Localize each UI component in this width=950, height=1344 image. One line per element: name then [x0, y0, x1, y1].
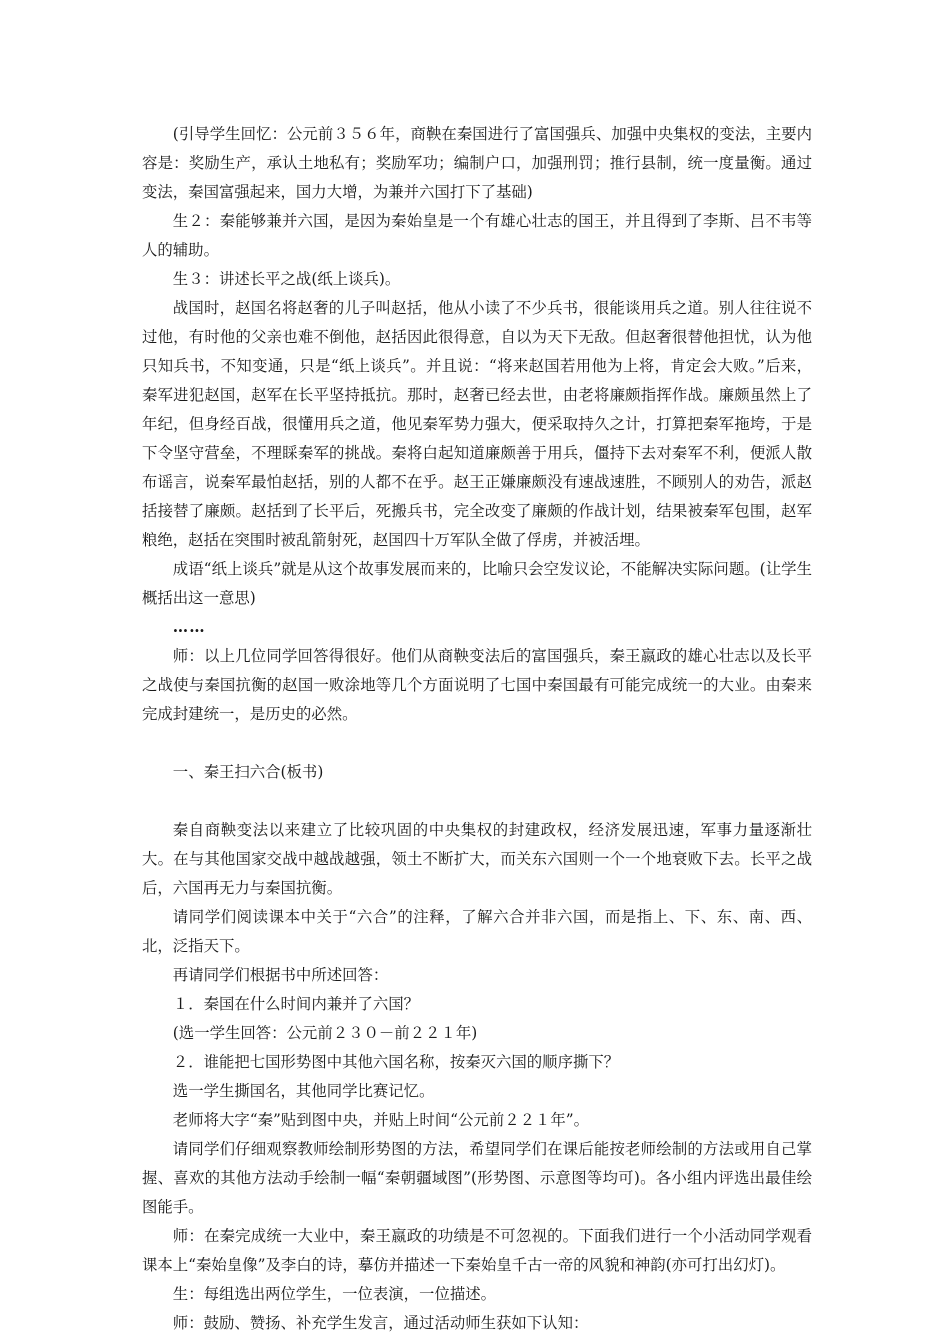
- paragraph-idiom: 成语“纸上谈兵”就是从这个故事发展而来的，比喻只会空发议论，不能解决实际问题。(让学生概括出这一意思): [142, 560, 812, 607]
- answer-1: (选一学生回答：公元前２３０－前２２１年): [172, 1024, 478, 1042]
- paragraph-teacher-activity: 师：在秦完成统一大业中，秦王嬴政的功绩是不可忽视的。下面我们进行一个小活动同学观看课本上“秦始皇像”及李白的诗，摹仿并描述一下秦始皇千古一帝的风貌和神韵(亦可打出幻灯)。: [142, 1227, 812, 1274]
- paragraph-teacher-summary: 师：以上几位同学回答得很好。他们从商鞅变法后的富国强兵，秦王嬴政的雄心壮志以及长平之战使与秦国抗衡的赵国一败涂地等几个方面说明了七国中秦国最有可能完成统一的大业。由秦来完成封建统一，是历史的必然。: [142, 647, 812, 723]
- paragraph-changping-story: 战国时，赵国名将赵奢的儿子叫赵括，他从小读了不少兵书，很能谈用兵之道。别人往往说不过他，有时他的父亲也难不倒他，赵括因此很得意，自以为天下无敌。但赵奢很替他担忧，认为他只知兵书，不知变通，只是“纸上谈兵”。并且说：“将来赵国若用他为上将，肯定会大败。”后来，秦军进犯赵国，赵军在长平坚持抵抗。那时，赵奢已经去世，由老将廉颇指挥作战。廉颇虽然上了年纪，但身经百战，很懂用兵之道，他见秦军势力强大，便采取持久之计，打算把秦军拖垮，于是下令坚守营垒，不理睬秦军的挑战。秦将白起知道廉颇善于用兵，僵持下去对秦军不利，便派人散布谣言，说秦军最怕赵括，别的人都不在乎。赵王正嫌廉颇没有速战速胜，不顾别人的劝告，派赵括接替了廉颇。赵括到了长平后，死搬兵书，完全改变了廉颇的作战计划，结果被秦军包围，赵军粮绝，赵括在突围时被乱箭射死，赵国四十万军队全做了俘虏，并被活埋。: [142, 299, 812, 549]
- paragraph-map-drawing: 请同学们仔细观察教师绘制形势图的方法，希望同学们在课后能按老师绘制的方法或用自己掌握、喜欢的其他方法动手绘制一幅“秦朝疆域图”(形势图、示意图等均可)。各小组内评选出最佳绘图能手。: [142, 1140, 812, 1216]
- document-body: [142, 120, 812, 1338]
- question-2: ２．谁能把七国形势图中其他六国名称，按秦灭六国的顺序撕下？: [172, 1053, 620, 1071]
- paragraph-student-2: 生２：秦能够兼并六国，是因为秦始皇是一个有雄心壮志的国王，并且得到了李斯、吕不韦等人的辅助。: [142, 212, 812, 259]
- paragraph-liuhe-note: 请同学们阅读课本中关于“六合”的注释，了解六合并非六国，而是指上、下、东、南、西、北，泛指天下。: [142, 908, 812, 955]
- paragraph-student-roles: 生：每组选出两位学生，一位表演，一位描述。: [172, 1285, 497, 1303]
- paragraph-activity: 选一学生撕国名，其他同学比赛记忆。: [172, 1082, 435, 1100]
- paragraph-recall: (引导学生回忆：公元前３５６年，商鞅在秦国进行了富国强兵、加强中央集权的变法，主要内容是：奖励生产，承认土地私有；奖励军功；编制户口，加强刑罚；推行县制，统一度量衡。通过变法，秦国富强起来，国力大增，为兼并六国打下了基础): [142, 125, 812, 201]
- paragraph-qin-rise: 秦自商鞅变法以来建立了比较巩固的中央集权的封建政权，经济发展迅速，军事力量逐渐壮大。在与其他国家交战中越战越强，领土不断扩大，而关东六国则一个一个地衰败下去。长平之战后，六国再无力与秦国抗衡。: [142, 821, 812, 897]
- ellipsis: ……: [172, 618, 206, 636]
- paragraph-teacher-map: 老师将大字“秦”贴到图中央，并贴上时间“公元前２２１年”。: [172, 1111, 590, 1129]
- paragraph-student-3: 生３：讲述长平之战(纸上谈兵)。: [172, 270, 401, 288]
- question-1: １．秦国在什么时间内兼并了六国？: [172, 995, 420, 1013]
- paragraph-prompt: 再请同学们根据书中所述回答：: [172, 966, 389, 984]
- paragraph-teacher-feedback: 师：鼓励、赞扬、补充学生发言，通过活动师生获如下认知：: [172, 1314, 589, 1332]
- section-heading: 一、秦王扫六合(板书): [172, 763, 324, 781]
